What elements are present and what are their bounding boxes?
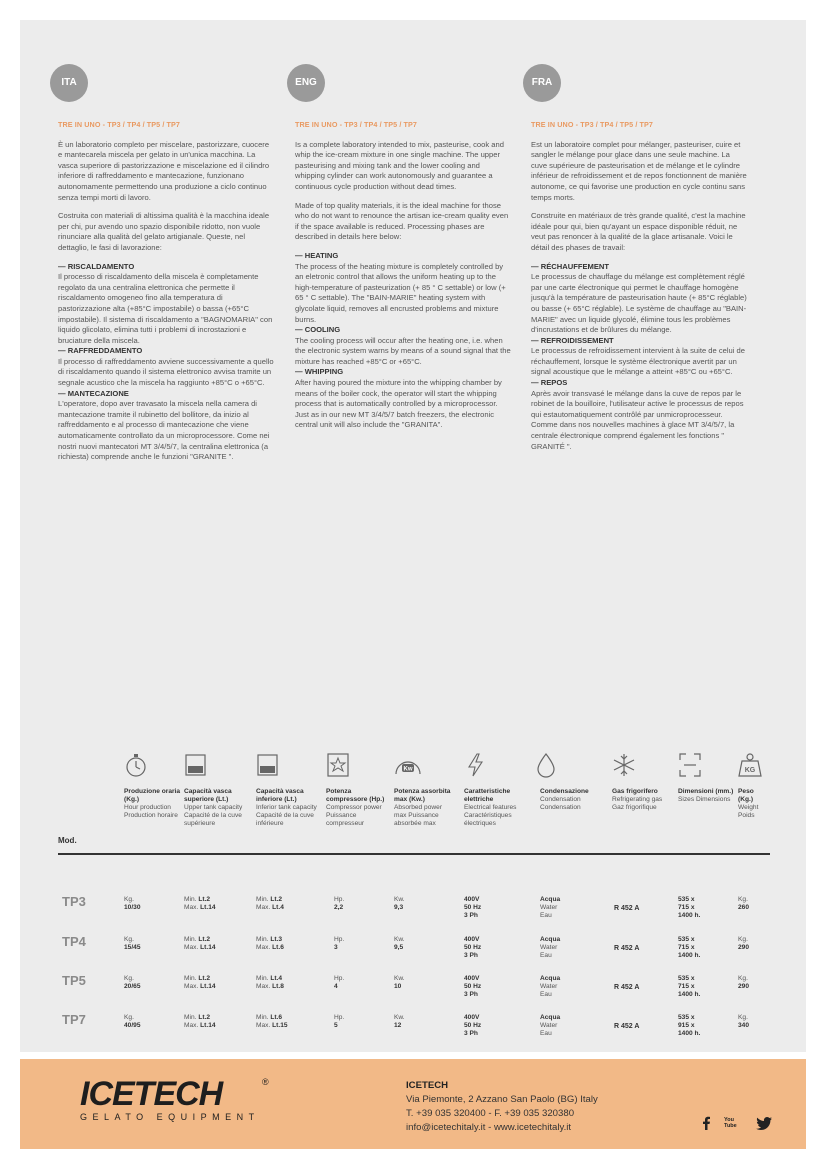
value: 50 Hz — [464, 904, 482, 911]
text-column-eng — [295, 64, 511, 431]
section-text: Le processus de refroidissement intervient à la suite de celui de réchauffement, lorsque le système électronique avertit par un signal acoustique que le mélange a atteint +85°C ou +65°C. — [531, 346, 746, 377]
spec-header — [124, 788, 186, 820]
weight — [738, 1014, 749, 1030]
value: Water — [540, 944, 558, 951]
value: Lt.15 — [272, 1022, 288, 1029]
compressor-icon — [326, 752, 350, 778]
value: Lt.4 — [270, 975, 283, 982]
upper-tank-capacity — [184, 936, 216, 952]
min-label: Min. — [184, 975, 197, 982]
upper-tank-capacity — [184, 975, 216, 991]
intro-paragraph: Costruita con materiali di altissima qualità è la macchina ideale per chi, pur avendo uno spazio disponibile ridotto, non vuole rinunciare alla qualità del gelato artigianale. Queste, nel dettaglio, le fasi di lavorazione: — [58, 211, 270, 252]
unit-label: Kg. — [124, 975, 134, 982]
value: Eau — [540, 912, 552, 919]
process-section — [531, 262, 747, 336]
value: 1400 h. — [678, 952, 701, 959]
hourly-production — [124, 975, 141, 991]
company-web[interactable]: info@icetechitaly.it - www.icetechitaly.it — [406, 1122, 572, 1133]
min-label: Min. — [256, 896, 269, 903]
section-text: Il processo di riscaldamento della miscela è completamente regolato da una centralina elettronica che permette il riscaldamento omogeneo fino alla temperatura di pastorizzazione alta (+85°C impostabile) o bassa (+65°C impostabile). Il sistema di riscaldamento a "BAGNOMARIA" con liquido glicolato, elimina tutti i problemi di incrostazioni e bruciature della miscela. — [58, 272, 273, 345]
value: 3 Ph — [464, 912, 478, 919]
min-label: Min. — [184, 936, 197, 943]
weight-icon — [738, 752, 762, 778]
dimensions — [678, 896, 700, 920]
value: 40/95 — [124, 1022, 141, 1029]
process-section — [531, 378, 747, 452]
twitter-icon[interactable] — [756, 1115, 772, 1131]
value: Lt.6 — [270, 1014, 283, 1021]
refrigerant-gas: R 452 A — [614, 945, 640, 952]
spec-header — [464, 788, 526, 828]
section-heading: — REPOS — [531, 378, 568, 388]
value: Water — [540, 1022, 558, 1029]
spec-header — [256, 788, 318, 828]
value: Acqua — [540, 975, 561, 982]
model-name: TP3 — [62, 894, 86, 909]
value: 4 — [334, 983, 338, 990]
stopwatch-icon — [124, 752, 148, 778]
value: 15/45 — [124, 944, 141, 951]
spec-header-subtitle: Refrigerating gas Gaz frigorifique — [612, 795, 663, 811]
section-heading: — REFROIDISSEMENT — [531, 335, 614, 345]
spec-header-subtitle: Weight Poids — [738, 803, 759, 819]
unit-label: Kw. — [394, 975, 405, 982]
spec-header — [394, 788, 456, 828]
value: Lt.2 — [198, 896, 211, 903]
value: Lt.2 — [198, 975, 211, 982]
section-text: The process of the heating mixture is completely controlled by an eletronic control that allows the uniform heating up to the high-temperature of pasteurization (+ 85 ° C settable) or low (+ 65 ° C settable). The "BAIN-MARIE" heating system with glycolate liquid, removes all encrusted problems and mixture burns. — [295, 261, 506, 324]
youtube-label: You Tube — [724, 1117, 737, 1129]
value: 2,2 — [334, 904, 344, 911]
spec-header — [184, 788, 246, 828]
svg-text:KG: KG — [744, 767, 756, 774]
intro-paragraph: È un laboratorio completo per miscelare, pastorizzare, cuocere e mantecarela miscela per gelato in un'unica macchina. La vasca superiore di pastorizzazione e miscelazione ed il cilindro inferiore di raffreddamento e mantecazione, funzionano autonomamente permettendo una produzione a ciclo continuo senza tempi morti di lavoro. — [58, 139, 270, 202]
spec-header-title: Dimensioni (mm.) — [678, 788, 734, 795]
spec-header-subtitle: Hour production Production horaire — [124, 803, 178, 819]
model-column-label: Mod. — [58, 836, 77, 845]
svg-text:Kw: Kw — [403, 766, 413, 773]
value: 290 — [738, 944, 750, 951]
value: 1400 h. — [678, 1030, 701, 1037]
value: 535 x — [678, 936, 695, 943]
section-heading: — RAFFREDDAMENTO — [58, 346, 143, 356]
spec-header — [678, 788, 740, 804]
facebook-icon[interactable] — [698, 1115, 714, 1131]
value: 10 — [394, 983, 402, 990]
compressor-power — [334, 936, 344, 952]
section-text: Il processo di raffreddamento avviene successivamente a quello di riscaldamento quando il sistema elettronico avvisa tramite un segnale acustico che la miscela ha raggiunto +85°C o +65°C. — [58, 356, 274, 388]
value: Lt.14 — [200, 983, 216, 990]
condensation — [540, 936, 560, 960]
column-title: TRE IN UNO - TP3 / TP4 / TP5 / TP7 — [531, 120, 654, 129]
value: Water — [540, 983, 558, 990]
upper-tank-capacity — [184, 896, 216, 912]
footer — [20, 1059, 806, 1149]
spec-header-title: Peso (Kg.) — [738, 788, 754, 803]
spec-header-subtitle: Inferior tank capacity Capacité de la cuve inférieure — [256, 803, 317, 827]
intro-paragraph: Made of top quality materials, it is the ideal machine for those who do not want to renounce the artisan ice-cream quality even if the space available is reduced. Processing phases are described in details here below: — [295, 200, 509, 242]
dimensions — [678, 1014, 700, 1038]
max-label: Max. — [184, 1022, 199, 1029]
compressor-power — [334, 896, 344, 912]
value: Lt.3 — [270, 936, 283, 943]
spec-header — [612, 788, 674, 812]
value: 400V — [464, 896, 480, 903]
text-column-fra — [531, 64, 747, 452]
spec-icons-row — [58, 752, 770, 782]
process-section — [58, 389, 274, 463]
lower-tank-icon — [256, 752, 280, 778]
value: 3 Ph — [464, 952, 478, 959]
model-name: TP7 — [62, 1012, 86, 1027]
value: Lt.14 — [200, 904, 216, 911]
language-badge: ITA — [50, 64, 88, 102]
unit-label: Hp. — [334, 936, 345, 943]
process-section — [58, 346, 274, 388]
value: Lt.4 — [272, 904, 284, 911]
water-drop-icon — [534, 752, 558, 778]
spec-header-title: Caratteristiche elettriche — [464, 788, 511, 803]
absorbed-power — [394, 975, 405, 991]
value: 290 — [738, 983, 750, 990]
max-label: Max. — [256, 983, 271, 990]
value: 400V — [464, 975, 480, 982]
unit-label: Kw. — [394, 936, 405, 943]
value: Lt.14 — [200, 1022, 216, 1029]
dimensions-icon — [678, 752, 702, 778]
model-name: TP4 — [62, 934, 86, 949]
spec-header-title: Condensazione — [540, 788, 589, 795]
logo-registered-mark: ® — [262, 1077, 269, 1087]
value: 1400 h. — [678, 912, 701, 919]
compressor-power — [334, 1014, 344, 1030]
absorbed-power — [394, 1014, 405, 1030]
process-section — [295, 325, 511, 367]
spec-header-subtitle: Upper tank capacity Capacité de la cuve supérieure — [184, 803, 243, 827]
spec-header-subtitle: Absorbed power max Puissance absorbée max — [394, 803, 443, 827]
lower-tank-capacity — [256, 1014, 288, 1030]
spec-header-subtitle: Compressor power Puissance compresseur — [326, 803, 382, 827]
electrical-features — [464, 936, 481, 960]
unit-label: Kg. — [124, 1014, 134, 1021]
dimensions — [678, 975, 700, 999]
unit-label: Kg. — [738, 936, 748, 943]
value: 535 x — [678, 975, 695, 982]
spec-header-subtitle: Electrical features Caractéristiques électriques — [464, 803, 517, 827]
unit-label: Hp. — [334, 1014, 345, 1021]
section-heading: — WHIPPING — [295, 367, 344, 377]
value: Lt.2 — [198, 936, 211, 943]
power-gauge-icon — [394, 752, 422, 778]
youtube-icon[interactable] — [724, 1115, 742, 1131]
condensation — [540, 1014, 560, 1038]
value: 715 x — [678, 904, 695, 911]
unit-label: Kw. — [394, 896, 405, 903]
upper-tank-icon — [184, 752, 208, 778]
value: Lt.2 — [270, 896, 283, 903]
table-row — [58, 971, 770, 1007]
table-row — [58, 892, 770, 928]
value: 260 — [738, 904, 750, 911]
column-title: TRE IN UNO - TP3 / TP4 / TP5 / TP7 — [58, 120, 181, 129]
value: 400V — [464, 1014, 480, 1021]
condensation — [540, 975, 560, 999]
value: 12 — [394, 1022, 402, 1029]
value: Eau — [540, 1030, 552, 1037]
electrical-features — [464, 896, 481, 920]
section-heading: — MANTECAZIONE — [58, 388, 129, 398]
process-section — [295, 251, 511, 325]
intro-paragraph: Is a complete laboratory intended to mix, pasteurise, cook and whip the ice-cream mixture in one single machine. The upper pasteurising and mixing tank and the lower cooling and whipping cylinder can work autonomously and guarantee a continuous cycle production without dead times. — [295, 139, 504, 191]
company-name: ICETECH — [406, 1080, 449, 1091]
value: Eau — [540, 991, 552, 998]
unit-label: Kg. — [124, 896, 134, 903]
section-heading: — RISCALDAMENTO — [58, 261, 135, 271]
value: Lt.14 — [200, 944, 216, 951]
value: Acqua — [540, 1014, 561, 1021]
value: Lt.8 — [272, 983, 284, 990]
max-label: Max. — [256, 904, 271, 911]
electrical-features — [464, 1014, 481, 1038]
value: 3 Ph — [464, 991, 478, 998]
value: 3 Ph — [464, 1030, 478, 1037]
hourly-production — [124, 1014, 141, 1030]
value: 50 Hz — [464, 1022, 482, 1029]
lower-tank-capacity — [256, 975, 284, 991]
section-heading: — HEATING — [295, 250, 339, 260]
unit-label: Kg. — [738, 896, 748, 903]
spec-header — [540, 788, 602, 812]
min-label: Min. — [184, 896, 197, 903]
spec-header-title: Capacità vasca inferiore (Lt.) — [256, 788, 304, 803]
spec-header-subtitle: Sizes Dimensions — [678, 795, 731, 803]
unit-label: Kg. — [738, 1014, 748, 1021]
value: 1400 h. — [678, 991, 701, 998]
value: 715 x — [678, 944, 695, 951]
value: Lt.2 — [198, 1014, 211, 1021]
language-badge: ENG — [287, 64, 325, 102]
condensation — [540, 896, 560, 920]
unit-label: Hp. — [334, 896, 345, 903]
min-label: Min. — [256, 975, 269, 982]
spec-header — [326, 788, 388, 828]
section-text: After having poured the mixture into the whipping chamber by means of the boiler cock, the operator will start the whipping process that is automatically controlled by a microprocessor. Just as in our new MT 3/4/5/7 batch freezers, the electronic central unit will also include the "GRANITA". — [295, 378, 502, 430]
section-heading: — COOLING — [295, 325, 341, 335]
value: Water — [540, 904, 558, 911]
icetech-logo — [80, 1077, 280, 1122]
process-section — [58, 262, 274, 347]
weight — [738, 975, 749, 991]
table-row — [58, 1010, 770, 1046]
absorbed-power — [394, 936, 405, 952]
section-text: Le processus de chauffage du mélange est complètement réglé par une carte électronique qui permet le chauffage homogène jusqu'à la température de pasteurisation haute (+ 85°C réglable) ou basse (+ 65°C réglable). Le système de chauffage au "BAIN-MARIE" avec un liquide glycolé, élimine tous les problèmes d'incrustations et de brûlures du mélange. — [531, 272, 747, 335]
value: Eau — [540, 952, 552, 959]
section-text: L'operatore, dopo aver travasato la miscela nella camera di mantecazione tramite il rubinetto del bollitore, da inizio al raffreddamento e al processo di mantecazione che viene automaticamente controllato da un microprocessore. Come nei nostri nuovi mantecatori MT 3/4/5/7, la centralina elettronica (a richiesta) comprende anche le funzioni "GRANITE ". — [58, 399, 270, 462]
value: 9,3 — [394, 904, 404, 911]
value: 50 Hz — [464, 983, 482, 990]
section-heading: — RÉCHAUFFEMENT — [531, 261, 610, 271]
value: 400V — [464, 936, 480, 943]
value: 5 — [334, 1022, 338, 1029]
electrical-features — [464, 975, 481, 999]
value: 915 x — [678, 1022, 695, 1029]
unit-label: Hp. — [334, 975, 345, 982]
min-label: Min. — [256, 936, 269, 943]
max-label: Max. — [184, 904, 199, 911]
max-label: Max. — [184, 983, 199, 990]
unit-label: Kg. — [124, 936, 134, 943]
value: 3 — [334, 944, 338, 951]
hourly-production — [124, 936, 141, 952]
compressor-power — [334, 975, 344, 991]
snowflake-icon — [612, 752, 636, 778]
column-title: TRE IN UNO - TP3 / TP4 / TP5 / TP7 — [295, 120, 418, 129]
value: 9,5 — [394, 944, 404, 951]
model-name: TP5 — [62, 973, 86, 988]
unit-label: Kg. — [738, 975, 748, 982]
spec-header-title: Potenza assorbita max (Kw.) — [394, 788, 451, 803]
spec-header — [738, 788, 770, 820]
value: Acqua — [540, 936, 561, 943]
logo-tagline: GELATO EQUIPMENT — [80, 1112, 260, 1122]
process-section — [295, 367, 511, 431]
max-label: Max. — [256, 1022, 271, 1029]
company-address: Via Piemonte, 2 Azzano San Paolo (BG) Italy — [406, 1094, 598, 1105]
upper-tank-capacity — [184, 1014, 216, 1030]
max-label: Max. — [256, 944, 271, 951]
value: 10/30 — [124, 904, 141, 911]
spec-header-title: Gas frigorifero — [612, 788, 658, 795]
refrigerant-gas: R 452 A — [614, 984, 640, 991]
refrigerant-gas: R 452 A — [614, 905, 640, 912]
spec-header-subtitle: Condensation Condensation — [540, 795, 581, 811]
min-label: Min. — [184, 1014, 197, 1021]
process-section — [531, 336, 747, 378]
company-phone: T. +39 035 320400 - F. +39 035 320380 — [406, 1108, 575, 1119]
language-badge: FRA — [523, 64, 561, 102]
value: 715 x — [678, 983, 695, 990]
section-text: The cooling process will occur after the heating one, i.e. when the electronic system warns by means of a sound signal that the mixture has reached +85°C or +65°C. — [295, 335, 511, 366]
value: 535 x — [678, 896, 695, 903]
unit-label: Kw. — [394, 1014, 405, 1021]
max-label: Max. — [184, 944, 199, 951]
value: Acqua — [540, 896, 561, 903]
absorbed-power — [394, 896, 405, 912]
dimensions — [678, 936, 700, 960]
spec-header-title: Capacità vasca superiore (Lt.) — [184, 788, 232, 803]
lightning-icon — [464, 752, 488, 778]
min-label: Min. — [256, 1014, 269, 1021]
lower-tank-capacity — [256, 936, 284, 952]
weight — [738, 936, 749, 952]
weight — [738, 896, 749, 912]
table-row — [58, 932, 770, 968]
logo-wordmark: ICETECH — [80, 1075, 223, 1113]
intro-paragraph: Est un laboratoire complet pour mélanger, pasteuriser, cuire et sangler le mélange pour glace dans une seule machine. La cuve supérieure de pasteurisation et de mélange et le cylindre inférieur de refroidissement et de repos fonctionnent de manière autonome, ce qui favorise une production en cycle continu sans temps morts. — [531, 139, 747, 202]
value: Lt.6 — [272, 944, 284, 951]
spec-header-title: Produzione oraria (Kg.) — [124, 788, 181, 803]
value: 340 — [738, 1022, 750, 1029]
hourly-production — [124, 896, 141, 912]
lower-tank-capacity — [256, 896, 284, 912]
value: 535 x — [678, 1014, 695, 1021]
header-rule — [58, 853, 770, 855]
text-column-ita — [58, 64, 274, 463]
section-text: Après avoir transvasé le mélange dans la cuve de repos par le robinet de la bouilloire, l'utilisateur active le processus de repos qui estautomatiquement contrôlé par unmicroprocesseur. Comme dans nos nouvelles machines à glace MT 3/4/5/7, la centrale électronique comprend également les fonctions " GRANITÉ ". — [531, 388, 744, 451]
intro-paragraph: Construite en matériaux de très grande qualité, c'est la machine idéale pour qui, bien qu'ayant un espace disponible réduit, ne veut pas renoncer à la qualité de la glace artisanale. Voici le détail des phases de travail: — [531, 211, 746, 252]
contact-block — [406, 1079, 598, 1135]
value: 20/65 — [124, 983, 141, 990]
refrigerant-gas: R 452 A — [614, 1023, 640, 1030]
value: 50 Hz — [464, 944, 482, 951]
spec-header-title: Potenza compressore (Hp.) — [326, 788, 385, 803]
